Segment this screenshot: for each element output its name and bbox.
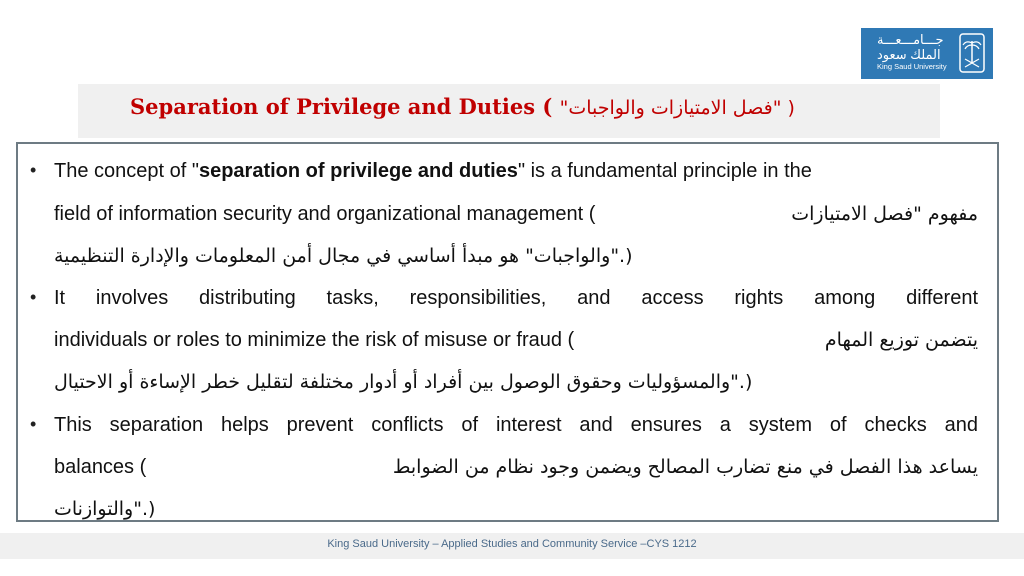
bullet1-suffix: " is a fundamental principle in the	[517, 160, 812, 182]
bullet1-line2-arabic: مفهوم "فصل الامتيازات	[791, 203, 978, 225]
bullet1-line1	[54, 157, 978, 185]
bullet2-line2-arabic: يتضمن توزيع المهام	[824, 329, 978, 351]
bullet1-bold-term: separation of privilege and duties	[198, 160, 518, 182]
bullet1-line3: والواجبات" هو مبدأ أساسي في مجال أمن المعلومات والإدارة التنظيمية".)	[54, 245, 633, 267]
bullet1-line2	[54, 200, 978, 228]
bullet-marker: •	[30, 160, 37, 180]
content-box	[16, 142, 999, 522]
bullet3-line2-english: balances (	[54, 456, 147, 478]
palm-emblem-icon	[959, 33, 985, 73]
bullet2-line2-english: individuals or roles to minimize the risk of misuse or fraud (	[54, 329, 575, 351]
logo-arabic-line2: الملك سعود	[877, 47, 941, 62]
bullet3-line1: This separation helps prevent conflicts of interest and ensures a system of checks and	[54, 414, 978, 436]
bullet-marker: •	[30, 287, 37, 307]
bullet3-line2-arabic: يساعد هذا الفصل في منع تضارب المصالح ويضمن وجود نظام من الضوابط	[392, 456, 978, 478]
footer-text: King Saud University – Applied Studies and Community Service –CYS 1212	[327, 538, 697, 550]
bullet-marker: •	[30, 414, 37, 434]
logo-arabic-line1: جـــامـــعـــة	[877, 32, 944, 47]
footer-band	[0, 533, 1024, 559]
bullet2-line2	[54, 326, 978, 354]
bullet3-line2	[54, 453, 978, 481]
bullet1-prefix: The concept of "	[54, 160, 199, 182]
slide-title	[130, 94, 795, 119]
bullet2-line3: والمسؤوليات وحقوق الوصول بين أفراد أو أدوار مختلفة لتقليل خطر الإساءة أو الاحتيال".)	[54, 371, 753, 393]
bullet1-line2-english: field of information security and organizational management (	[54, 203, 596, 225]
title-band	[78, 84, 940, 138]
university-logo	[861, 28, 993, 79]
logo-english-name: King Saud University	[877, 62, 947, 71]
bullet3-line3: والتوازنات".)	[54, 498, 156, 520]
title-arabic: "فصل الامتيازات والواجبات" )	[559, 97, 795, 119]
title-english: Separation of Privilege and Duties (	[130, 94, 553, 119]
bullet2-line1: It involves distributing tasks, responsibilities, and access rights among different	[54, 287, 978, 309]
